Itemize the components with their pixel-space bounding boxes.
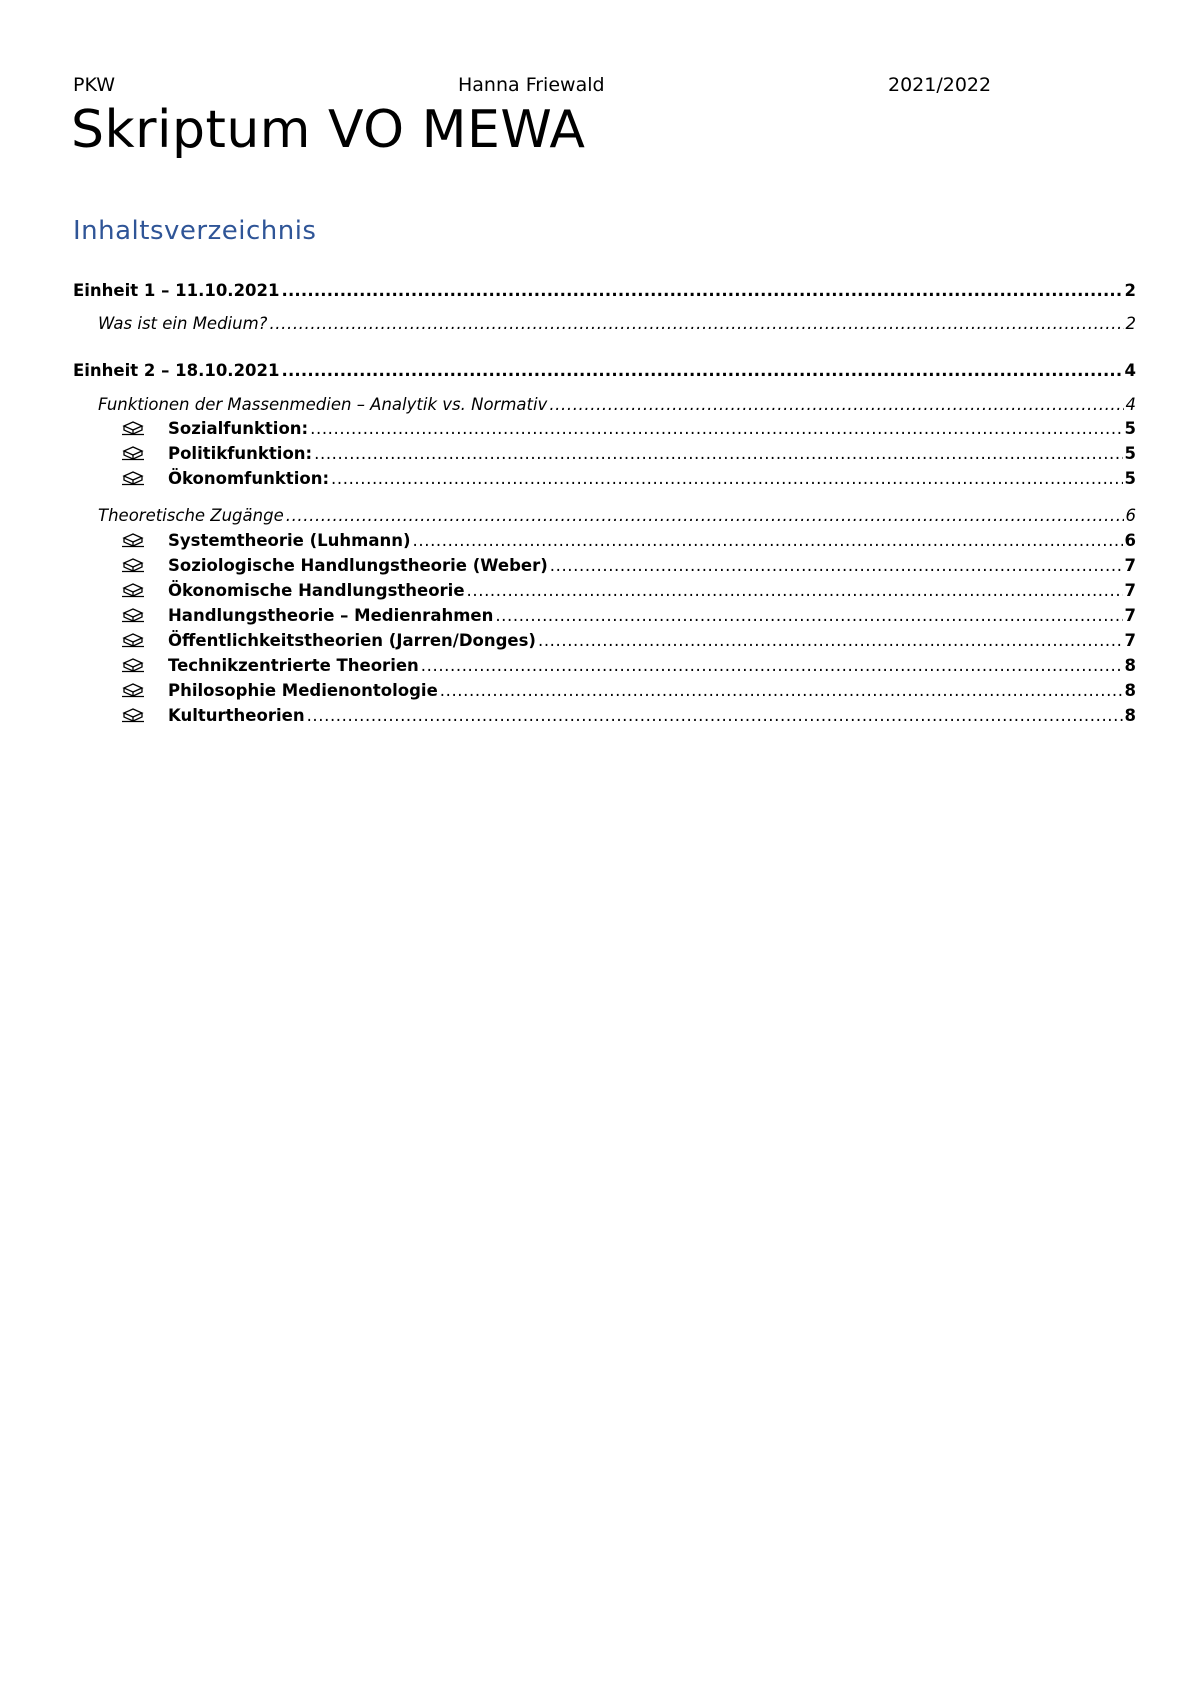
header-year: 2021/2022 <box>888 74 992 96</box>
toc-entry-page: 4 <box>1124 361 1136 380</box>
toc-entry-page: 8 <box>1124 681 1136 700</box>
toc-leader-dots <box>550 555 1123 577</box>
toc-entry-page: 7 <box>1124 556 1136 575</box>
toc-entry-label: Handlungstheorie – Medienrahmen <box>168 606 494 625</box>
toc-entry-label: Was ist ein Medium? <box>98 314 268 333</box>
toc-entry-page: 7 <box>1124 606 1136 625</box>
toc-entry-page: 5 <box>1124 469 1136 488</box>
toc-entry-page: 4 <box>1125 395 1136 414</box>
toc-entry-page: 7 <box>1124 631 1136 650</box>
toc-leader-dots <box>307 705 1123 727</box>
toc-entry-page: 5 <box>1124 444 1136 463</box>
toc-leader-dots <box>310 418 1122 440</box>
book-stack-icon <box>121 582 145 598</box>
toc-entry-page: 8 <box>1124 706 1136 725</box>
book-stack-icon <box>121 682 145 698</box>
toc-entry[interactable] <box>121 418 1136 440</box>
toc-entry[interactable] <box>121 605 1136 627</box>
toc-entry[interactable] <box>121 630 1136 652</box>
toc-leader-dots <box>495 605 1122 627</box>
toc-entry-label: Öffentlichkeitstheorien (Jarren/Donges) <box>168 631 536 650</box>
toc-entry-label: Funktionen der Massenmedien – Analytik vs. Normativ <box>98 395 548 414</box>
toc-entry[interactable] <box>121 555 1136 577</box>
toc-leader-dots <box>440 680 1123 702</box>
toc-leader-dots <box>269 313 1123 335</box>
toc-entry[interactable] <box>121 705 1136 727</box>
toc-leader-dots <box>282 280 1123 302</box>
toc-leader-dots <box>467 580 1123 602</box>
book-stack-icon <box>121 607 145 623</box>
book-stack-icon <box>121 532 145 548</box>
toc-entry-label: Ökonomische Handlungstheorie <box>168 581 465 600</box>
toc-entry-label: Systemtheorie (Luhmann) <box>168 531 411 550</box>
book-stack-icon <box>121 657 145 673</box>
toc-leader-dots <box>314 443 1122 465</box>
toc-entry-label: Ökonomfunktion: <box>168 469 330 488</box>
toc-entry[interactable] <box>121 468 1136 490</box>
book-stack-icon <box>121 470 145 486</box>
toc-entry-label: Politikfunktion: <box>168 444 313 463</box>
header-left: PKW <box>73 74 116 96</box>
header-author: Hanna Friewald <box>458 74 605 96</box>
toc-entry-label: Theoretische Zugänge <box>98 506 284 525</box>
toc-entry[interactable] <box>98 313 1136 335</box>
toc-leader-dots <box>286 505 1124 527</box>
toc-entry-label: Soziologische Handlungstheorie (Weber) <box>168 556 548 575</box>
toc-entry-label: Philosophie Medienontologie <box>168 681 438 700</box>
toc-entry[interactable] <box>121 443 1136 465</box>
toc-entry-label: Einheit 2 – 18.10.2021 <box>73 361 280 380</box>
toc-leader-dots <box>282 360 1123 382</box>
toc-entry[interactable] <box>98 505 1136 527</box>
toc-entry-page: 7 <box>1124 581 1136 600</box>
toc-heading: Inhaltsverzeichnis <box>73 216 317 246</box>
book-stack-icon <box>121 632 145 648</box>
toc-entry[interactable] <box>121 655 1136 677</box>
toc-leader-dots <box>421 655 1123 677</box>
toc-entry[interactable] <box>121 680 1136 702</box>
toc-entry-page: 8 <box>1124 656 1136 675</box>
book-stack-icon <box>121 557 145 573</box>
toc-entry-label: Einheit 1 – 11.10.2021 <box>73 281 280 300</box>
toc-entry[interactable] <box>121 530 1136 552</box>
toc-entry-label: Sozialfunktion: <box>168 419 309 438</box>
toc-leader-dots <box>549 394 1123 416</box>
toc-entry-page: 6 <box>1124 531 1136 550</box>
toc-leader-dots <box>413 530 1123 552</box>
toc-entry-page: 6 <box>1125 506 1136 525</box>
book-stack-icon <box>121 707 145 723</box>
toc-entry[interactable] <box>121 580 1136 602</box>
toc-entry-page: 2 <box>1124 281 1136 300</box>
toc-entry[interactable] <box>98 394 1136 416</box>
toc-leader-dots <box>538 630 1123 652</box>
toc-leader-dots <box>331 468 1122 490</box>
document-title: Skriptum VO MEWA <box>71 100 586 160</box>
book-stack-icon <box>121 445 145 461</box>
toc-entry[interactable] <box>73 360 1136 382</box>
toc-entry-label: Technikzentrierte Theorien <box>168 656 419 675</box>
toc-entry-page: 5 <box>1124 419 1136 438</box>
toc-entry-page: 2 <box>1125 314 1136 333</box>
toc-entry-label: Kulturtheorien <box>168 706 305 725</box>
toc-entry[interactable] <box>73 280 1136 302</box>
book-stack-icon <box>121 420 145 436</box>
